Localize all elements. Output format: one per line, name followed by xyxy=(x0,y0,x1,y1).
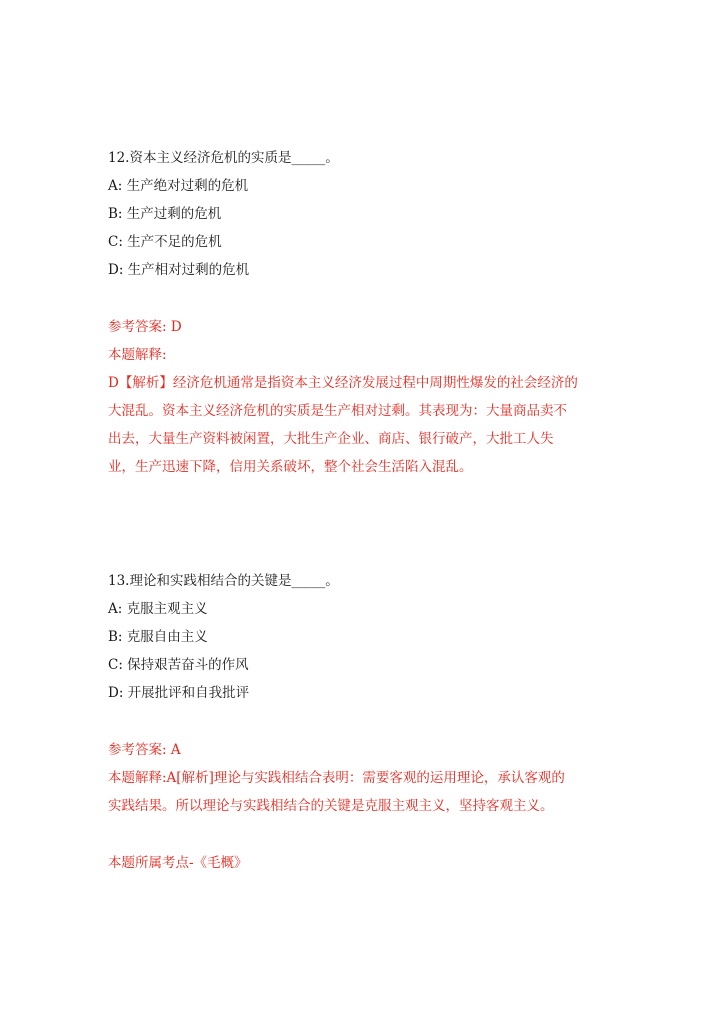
answer: 参考答案: D xyxy=(108,319,182,335)
analysis-label: 本题解释: xyxy=(108,347,167,363)
option-c: C: 生产不足的危机 xyxy=(108,234,222,250)
option-a: A: 生产绝对过剩的危机 xyxy=(108,178,249,194)
question-stem: 13.理论和实践相结合的关键是_____。 xyxy=(108,573,339,589)
answer: 参考答案: A xyxy=(108,742,181,758)
option-b: B: 克服自由主义 xyxy=(108,629,208,645)
option-a: A: 克服主观主义 xyxy=(108,601,208,617)
option-c: C: 保持艰苦奋斗的作风 xyxy=(108,657,249,673)
analysis-line: 大混乱。资本主义经济危机的实质是生产相对过剩。其表现为：大量商品卖不 xyxy=(108,403,567,419)
analysis-line: 本题解释:A[解析]理论与实践相结合表明：需要客观的运用理论，承认客观的 xyxy=(108,770,565,786)
analysis-line: 业，生产迅速下降，信用关系破坏，整个社会生活陷入混乱。 xyxy=(108,459,473,475)
option-d: D: 生产相对过剩的危机 xyxy=(108,262,250,278)
topic-footer: 本题所属考点-《毛概》 xyxy=(108,855,248,871)
analysis-line: 出去，大量生产资料被闲置，大批生产企业、商店、银行破产，大批工人失 xyxy=(108,431,554,447)
analysis-line: D【解析】经济危机通常是指资本主义经济发展过程中周期性爆发的社会经济的 xyxy=(108,375,578,391)
analysis-line: 实践结果。所以理论与实践相结合的关键是克服主观主义，坚持客观主义。 xyxy=(108,798,554,814)
option-d: D: 开展批评和自我批评 xyxy=(108,685,250,701)
option-b: B: 生产过剩的危机 xyxy=(108,206,222,222)
question-stem: 12.资本主义经济危机的实质是_____。 xyxy=(108,150,339,166)
